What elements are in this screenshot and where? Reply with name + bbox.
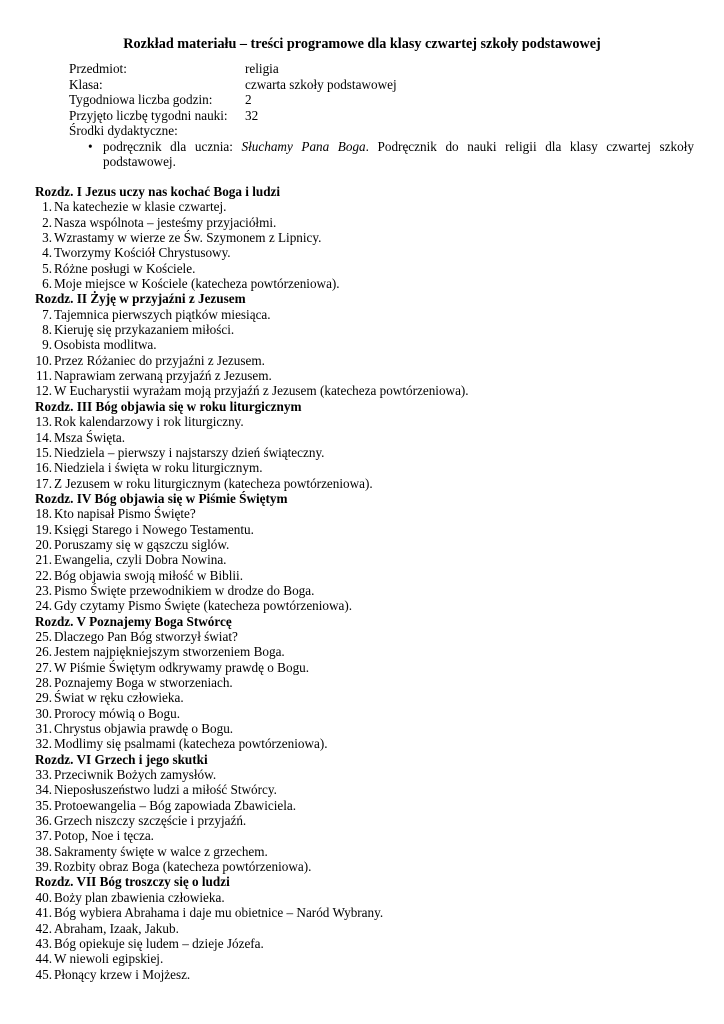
item-number: 44. [35,951,52,967]
item-text: Jestem najpiękniejszym stworzeniem Boga. [54,644,285,660]
list-item [35,583,685,598]
item-number: 23. [35,582,52,598]
item-text: Bóg wybiera Abrahama i daje mu obietnice – Naród Wybrany. [54,905,384,921]
item-number: 17. [35,475,52,491]
metadata-block [69,61,694,170]
item-text: Świat w ręku człowieka. [54,690,184,706]
item-text: Potop, Noe i tęcza. [54,828,154,844]
item-number: 19. [35,521,52,537]
item-text: Na katechezie w klasie czwartej. [54,199,227,215]
item-number: 39. [35,859,52,875]
item-number: 6. [42,276,52,292]
meta-row-teaching-aids [69,123,694,139]
item-text: Naprawiam zerwaną przyjaźń z Jezusem. [54,368,272,384]
item-text: Nieposłuszeństwo ludzi a miłość Stwórcy. [54,782,277,798]
list-item [35,644,685,659]
item-number: 18. [35,506,52,522]
item-number: 22. [35,567,52,583]
list-item [35,276,685,291]
item-text: Dlaczego Pan Bóg stworzył świat? [54,628,238,644]
item-number: 13. [35,414,52,430]
meta-key: Tygodniowa liczba godzin: [69,92,213,107]
item-text: Wzrastamy w wierze ze Św. Szymonem z Lipnicy. [54,230,322,246]
item-text: Osobista modlitwa. [54,337,157,353]
item-number: 36. [35,813,52,829]
teaching-aid-text [103,139,694,170]
item-text: W niewoli egipskiej. [54,951,164,967]
list-item [35,445,685,460]
section-heading: Rozdz. III Bóg objawia się w roku liturgicznym [35,398,302,414]
section-heading: Rozdz. V Poznajemy Boga Stwórcę [35,613,232,629]
item-text: Abraham, Izaak, Jakub. [54,920,179,936]
meta-key: Środki dydaktyczne: [69,123,178,138]
list-item [35,537,685,552]
item-number: 24. [35,598,52,614]
item-number: 3. [42,230,52,246]
item-text: Grzech niszczy szczęście i przyjaźń. [54,813,247,829]
list-item [35,414,685,429]
item-number: 15. [35,444,52,460]
teaching-aid-line2: podstawowej. [103,154,176,169]
teaching-aid-bullet-item [69,139,694,170]
item-number: 31. [35,721,52,737]
meta-row-subject [69,61,694,77]
item-text: Niedziela – pierwszy i najstarszy dzień świąteczny. [54,444,325,460]
section-heading: Rozdz. VII Bóg troszczy się o ludzi [35,874,230,890]
list-item [35,844,685,859]
item-text: Z Jezusem w roku liturgicznym (katecheza powtórzeniowa). [54,475,373,491]
list-item [35,951,685,966]
meta-row-weekly-hours [69,92,694,108]
item-number: 9. [42,337,52,353]
item-text: Poznajemy Boga w stworzeniach. [54,675,233,690]
list-item [35,506,685,521]
item-text: Przez Różaniec do przyjaźni z Jezusem. [54,352,265,368]
list-item [35,828,685,843]
item-text: Prorocy mówią o Bogu. [54,705,181,721]
teaching-aid-prefix: podręcznik dla ucznia: [103,138,242,154]
item-text: Modlimy się psalmami (katecheza powtórzeniowa). [54,736,328,752]
item-text: Msza Święta. [54,429,126,445]
item-number: 25. [35,628,52,644]
item-number: 8. [42,322,52,338]
item-text: Rozbity obraz Boga (katecheza powtórzeniowa). [54,859,312,875]
document-title: Rozkład materiału – treści programowe dla klasy czwartej szkoły podstawowej [123,36,601,52]
list-item [35,798,685,813]
item-number: 38. [35,843,52,859]
section-heading: Rozdz. II Żyję w przyjaźni z Jezusem [35,291,246,307]
item-number: 45. [35,966,52,982]
item-text: Poruszamy się w gąszczu siglów. [54,536,230,552]
item-number: 20. [35,536,52,552]
list-item [35,307,685,322]
item-number: 1. [42,199,52,215]
meta-key: Przyjęto liczbę tygodni nauki: [69,107,228,123]
item-number: 4. [42,245,52,261]
item-text: Boży plan zbawienia człowieka. [54,889,225,905]
item-number: 14. [35,429,52,445]
section-heading: Rozdz. I Jezus uczy nas kochać Boga i ludzi [35,184,281,199]
list-item [35,629,685,644]
list-item [35,921,685,936]
list-item [35,460,685,475]
list-item [35,767,685,782]
list-item [35,782,685,797]
item-number: 12. [35,383,52,399]
item-number: 30. [35,705,52,721]
item-number: 7. [42,306,52,322]
item-text: Pismo Święte przewodnikiem w drodze do Boga. [54,582,315,598]
item-number: 41. [35,905,52,921]
meta-key: Przedmiot: [69,61,127,76]
meta-value: 2 [245,92,252,107]
item-number: 5. [42,260,52,276]
item-number: 11. [36,368,52,384]
list-item [35,522,685,537]
item-number: 37. [35,828,52,844]
item-number: 33. [35,767,52,783]
teaching-aid-suffix: . Podręcznik do nauki religii dla klasy czwartej szkoły [365,138,694,154]
item-number: 34. [35,782,52,798]
section-heading: Rozdz. IV Bóg objawia się w Piśmie Świętym [35,490,288,506]
meta-value: 32 [245,107,259,123]
item-number: 26. [35,644,52,660]
list-item [35,337,685,352]
item-number: 43. [35,935,52,951]
meta-row-class [69,77,694,93]
list-item [35,368,685,383]
bullet-icon: • [88,138,93,154]
list-item [35,690,685,705]
item-text: Tworzymy Kościół Chrystusowy. [54,245,231,261]
list-item [35,967,685,982]
list-item [35,813,685,828]
meta-row-weeks [69,108,694,124]
item-number: 27. [35,659,52,675]
list-item [35,245,685,260]
item-number: 29. [35,690,52,706]
item-text: Bóg opiekuje się ludem – dzieje Józefa. [54,935,264,951]
item-text: Nasza wspólnota – jesteśmy przyjaciółmi. [54,214,277,230]
list-item [35,476,685,491]
list-item [35,660,685,675]
item-text: Gdy czytamy Pismo Święte (katecheza powtórzeniowa). [54,598,353,614]
item-number: 35. [35,797,52,813]
item-number: 40. [35,889,52,905]
list-item [35,905,685,920]
list-item [35,430,685,445]
syllabus-content [35,184,685,982]
item-text: Protoewangelia – Bóg zapowiada Zbawiciela. [54,797,297,813]
item-text: Ewangelia, czyli Dobra Nowina. [54,552,227,568]
item-number: 32. [35,736,52,752]
list-item [35,598,685,613]
list-item [35,215,685,230]
list-item [35,675,685,690]
item-text: W Piśmie Świętym odkrywamy prawdę o Bogu. [54,659,310,675]
item-number: 42. [35,920,52,936]
list-item [35,552,685,567]
list-item [35,383,685,398]
item-text: Tajemnica pierwszych piątków miesiąca. [54,306,271,322]
item-number: 16. [35,460,52,476]
list-item [35,706,685,721]
meta-key: Klasa: [69,76,103,92]
list-item [35,721,685,736]
section-heading: Rozdz. VI Grzech i jego skutki [35,751,208,767]
item-number: 21. [35,552,52,568]
item-text: Chrystus objawia prawdę o Bogu. [54,721,234,737]
item-text: Niedziela i święta w roku liturgicznym. [54,460,263,476]
item-text: Kieruję się przykazaniem miłości. [54,322,235,338]
book-title: Słuchamy Pana Boga [241,138,366,154]
list-item [35,936,685,951]
list-item [35,322,685,337]
item-number: 10. [35,352,52,368]
item-text: Kto napisał Pismo Święte? [54,506,196,522]
list-item [35,230,685,245]
list-item [35,568,685,583]
item-text: Rok kalendarzowy i rok liturgiczny. [54,414,244,430]
list-item [35,859,685,874]
item-text: Płonący krzew i Mojżesz. [54,966,191,982]
list-item [35,736,685,751]
meta-value: czwarta szkoły podstawowej [245,76,397,92]
list-item [35,261,685,276]
list-item [35,353,685,368]
item-text: W Eucharystii wyrażam moją przyjaźń z Jezusem (katecheza powtórzeniowa). [54,383,469,399]
teaching-aid-line1 [103,139,694,155]
item-text: Bóg objawia swoją miłość w Biblii. [54,567,244,583]
item-text: Księgi Starego i Nowego Testamentu. [54,521,254,537]
list-item [35,890,685,905]
item-number: 2. [42,214,52,230]
item-text: Różne posługi w Kościele. [54,260,196,276]
meta-value: religia [245,61,279,76]
item-text: Moje miejsce w Kościele (katecheza powtórzeniowa). [54,276,340,292]
item-text: Sakramenty święte w walce z grzechem. [54,843,268,859]
item-text: Przeciwnik Bożych zamysłów. [54,767,217,783]
list-item [35,199,685,214]
item-number: 28. [35,675,52,690]
